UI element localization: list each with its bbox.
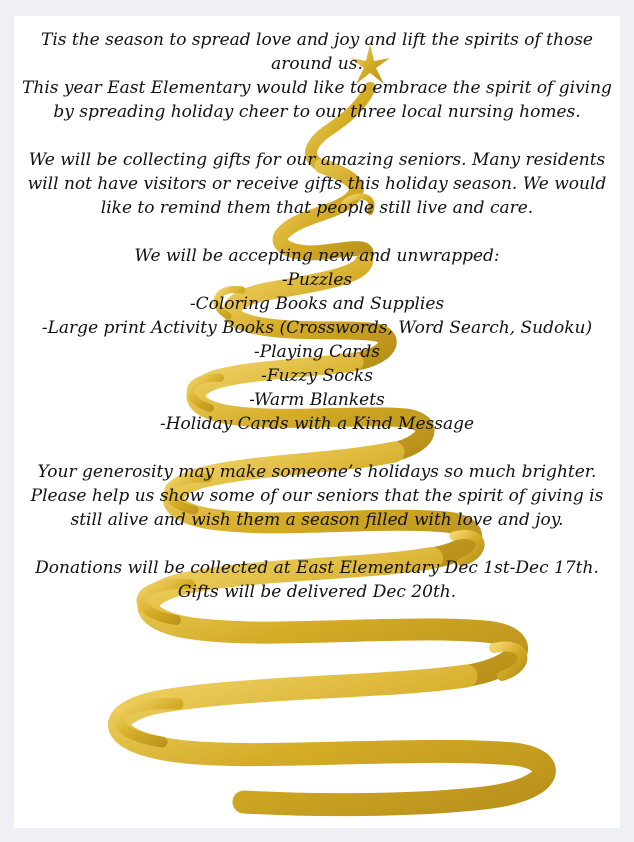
intro-line-1: Tis the season to spread love and joy and lift the spirits of those around us. <box>40 30 593 74</box>
accepting-heading: We will be accepting new and unwrapped: <box>134 246 500 266</box>
delivery-line: Gifts will be delivered Dec 20th. <box>177 582 457 602</box>
donations-line: Donations will be collected at East Elementary Dec 1st-Dec 17th. <box>35 558 599 578</box>
list-item: -Puzzles <box>281 270 353 290</box>
flyer-page <box>14 16 620 828</box>
list-item: -Holiday Cards with a Kind Message <box>159 414 475 434</box>
intro-line-2: This year East Elementary would like to embrace the spirit of giving by spreading holiday cheer to our three local nursing homes. <box>22 78 612 122</box>
list-item: -Coloring Books and Supplies <box>189 294 445 314</box>
list-item: -Playing Cards <box>254 342 380 362</box>
list-item: -Fuzzy Socks <box>261 366 373 386</box>
flyer-text <box>14 28 620 604</box>
collecting-paragraph: We will be collecting gifts for our amazing seniors. Many residents will not have visitors or receive gifts this holiday season. We would like to remind them that people still live and care. <box>27 150 607 218</box>
list-item: -Large print Activity Books (Crosswords, Word Search, Sudoku) <box>41 318 593 338</box>
list-item: -Warm Blankets <box>249 390 385 410</box>
generosity-paragraph: Your generosity may make someone’s holidays so much brighter. Please help us show some of our seniors that the spirit of giving is still alive and wish them a season filled with love and joy. <box>30 462 604 530</box>
